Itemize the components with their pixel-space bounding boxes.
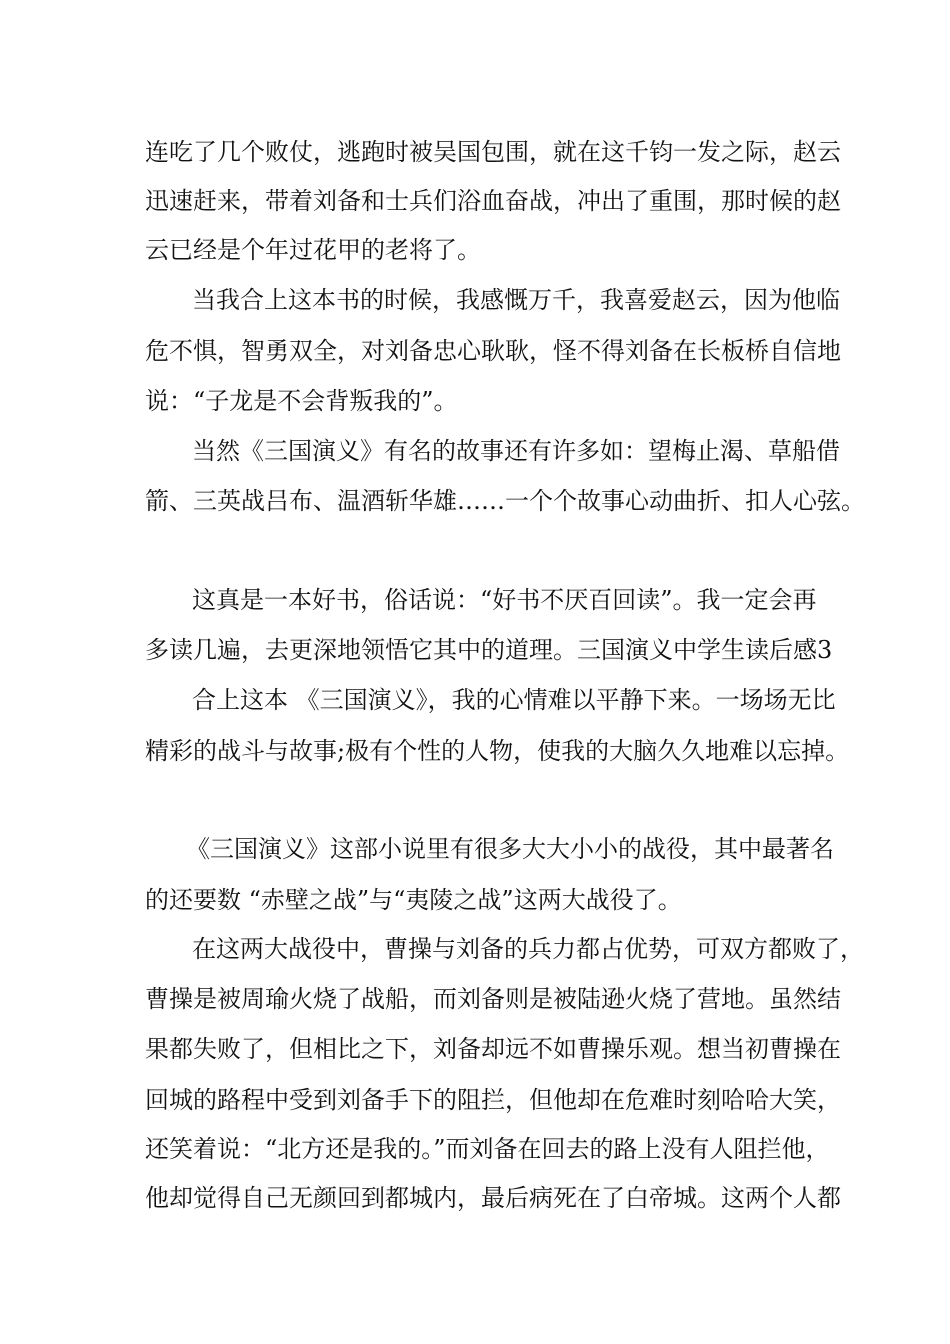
text-line: 多读几遍，去更深地领悟它其中的道理。三国演义中学生读后感3 [145,636,833,664]
paragraph-first-line: 合上这本 《三国演义》，我的心情难以平静下来。一场场无比 [192,686,836,714]
text-line: 的还要数 “赤壁之战”与“夷陵之战”这两大战役了。 [145,886,682,914]
paragraph-first-line: 当然《三国演义》有名的故事还有许多如：望梅止渴、草船借 [192,437,840,465]
text-line: 连吃了几个败仗，逃跑时被吴国包围，就在这千钧一发之际，赵云 [145,138,841,166]
text-line: 还笑着说：“北方还是我的。”而刘备在回去的路上没有人阻拦他， [145,1135,830,1163]
text-line: 箭、三英战吕布、温酒斩华雄……一个个故事心动曲折、扣人心弦。 [145,487,865,515]
paragraph-first-line: 这真是一本好书，俗话说：“好书不厌百回读”。我一定会再 [192,586,817,614]
text-line: 曹操是被周瑜火烧了战船，而刘备则是被陆逊火烧了营地。虽然结 [145,985,841,1013]
text-line: 回城的路程中受到刘备手下的阻拦，但他却在危难时刻哈哈大笑， [145,1086,841,1114]
text-line: 云已经是个年过花甲的老将了。 [145,236,481,264]
text-line: 果都失败了，但相比之下，刘备却远不如曹操乐观。想当初曹操在 [145,1035,841,1063]
paragraph-first-line: 在这两大战役中，曹操与刘备的兵力都占优势，可双方都败了， [192,935,864,963]
paragraph-first-line: 《三国演义》这部小说里有很多大大小小的战役，其中最著名 [186,835,834,863]
text-line: 他却觉得自己无颜回到都城内，最后病死在了白帝城。这两个人都 [145,1184,841,1212]
text-line: 精彩的战斗与故事;极有个性的人物，使我的大脑久久地难以忘掉。 [145,737,850,765]
paragraph-first-line: 当我合上这本书的时候，我感慨万千，我喜爱赵云，因为他临 [192,286,840,314]
text-line: 危不惧，智勇双全，对刘备忠心耿耿，怪不得刘备在长板桥自信地 [145,337,841,365]
text-line: 迅速赶来，带着刘备和士兵们浴血奋战，冲出了重围，那时候的赵 [145,187,841,215]
text-line: 说：“子龙是不会背叛我的”。 [145,387,458,415]
